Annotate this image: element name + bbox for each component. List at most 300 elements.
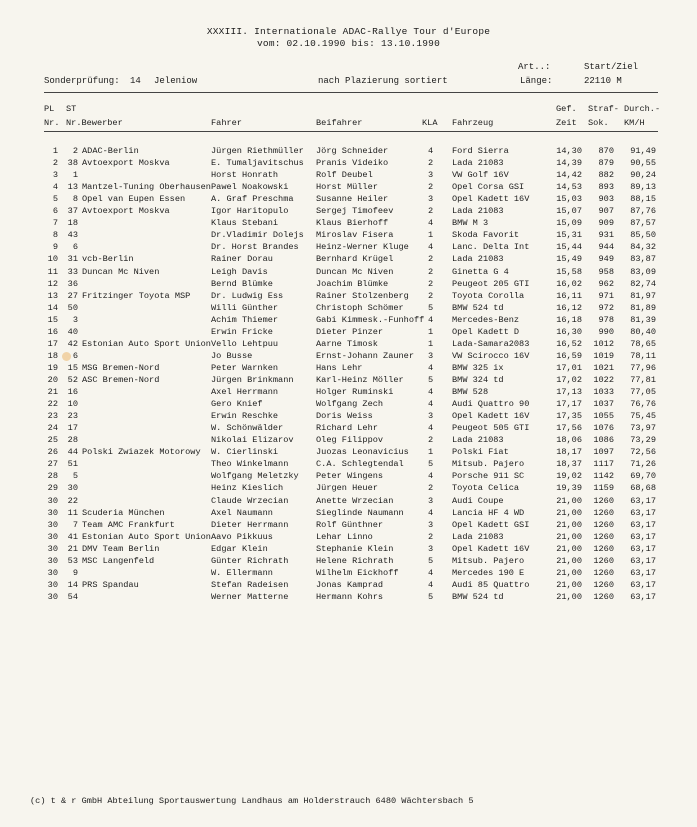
table-row [0,170,697,182]
table-row [0,291,697,303]
cell-codriver: Pranis Videiko [316,158,389,169]
cell-start-number: 7 [72,519,78,530]
cell-codriver: Oleg Filippov [316,435,384,446]
cell-avg-speed: 90,55 [630,158,656,169]
cell-place: 25 [47,435,58,446]
cell-avg-speed: 84,32 [630,242,656,253]
cell-avg-speed: 73,97 [630,423,656,434]
cell-avg-speed: 90,24 [630,170,656,181]
cell-codriver: Peter Wingens [316,471,384,482]
cell-time: 15,03 [556,194,582,205]
cell-vehicle: Ginetta G 4 [452,266,509,277]
cell-codriver: Karl-Heinz Möller [316,375,404,385]
cell-vehicle: Peugeot 205 GTI [452,278,530,289]
stage-name: Jeleniow [154,76,198,86]
cell-class: 3 [428,194,434,205]
cell-driver: Dieter Herrmann [211,519,289,530]
cell-class: 2 [428,435,434,446]
cell-avg-speed: 76,76 [630,399,656,410]
cell-start-number: 6 [72,350,78,361]
cell-start-number: 41 [67,531,78,542]
table-row [0,435,697,447]
cell-start-number: 37 [67,206,78,217]
cell-codriver: Doris Weiss [316,411,373,422]
table-row [0,194,697,206]
cell-start-number: 28 [67,435,78,446]
col-pl-1: PL [44,104,55,114]
cell-avg-speed: 72,56 [630,447,656,458]
cell-class: 2 [428,158,434,169]
cell-vehicle: Lada 21083 [452,254,504,265]
table-row [0,327,697,339]
cell-place: 11 [47,266,58,277]
col-zeit-1: Gef. [556,104,577,114]
cell-codriver: Aarne Timosk [316,338,378,349]
cell-vehicle: Porsche 911 SC [452,471,525,482]
cell-penalty-seconds: 1033 [593,387,614,397]
cell-class: 3 [428,519,434,530]
cell-place: 23 [47,411,58,422]
cell-driver: Klaus Stebani [211,218,279,229]
cell-entrant: Fritzinger Toyota MSP [82,290,191,301]
table-row [0,158,697,170]
cell-time: 14,42 [556,170,582,181]
cell-start-number: 40 [67,326,78,337]
cell-avg-speed: 88,15 [630,194,656,205]
cell-class: 5 [428,375,434,385]
cell-driver: Jürgen Riethmüller [211,146,304,156]
cell-place: 30 [47,591,58,602]
cell-driver: Igor Haritopulo [211,206,289,217]
col-sok-1: Straf- [588,104,619,114]
cell-start-number: 2 [72,146,78,156]
cell-avg-speed: 71,26 [630,459,656,470]
table-row [0,387,697,399]
cell-codriver: Klaus Bierhoff [316,218,389,229]
cell-place: 21 [47,387,58,397]
cell-start-number: 38 [67,158,78,169]
cell-driver: Nikolai Elizarov [211,435,294,446]
cell-place: 30 [47,543,58,554]
cell-penalty-seconds: 944 [598,242,614,253]
cell-driver: Vello Lehtpuu [211,338,279,349]
cell-codriver: Jörg Schneider [316,146,389,156]
length-value: 22110 M [584,76,622,86]
cell-place: 12 [47,278,58,289]
cell-vehicle: Lada 21083 [452,158,504,169]
cell-codriver: Christoph Schömer [316,302,404,313]
cell-driver: Willi Günther [211,302,279,313]
cell-codriver: Lehar Linno [316,531,373,542]
cell-place: 7 [52,218,58,229]
cell-class: 1 [428,338,434,349]
cell-class: 5 [428,302,434,313]
cell-start-number: 10 [67,399,78,410]
cell-vehicle: Toyota Celica [452,483,520,494]
cell-driver: Dr.Vladimir Dolejs [211,230,304,241]
cell-vehicle: Audi 85 Quattro [452,579,530,590]
cell-start-number: 42 [67,338,78,349]
cell-driver: Erwin Reschke [211,411,279,422]
cell-time: 21,00 [556,507,582,518]
table-row [0,411,697,423]
cell-codriver: Hermann Kohrs [316,591,384,602]
cell-class: 3 [428,170,434,181]
cell-start-number: 44 [67,447,78,458]
cell-penalty-seconds: 1022 [593,375,614,385]
cell-penalty-seconds: 949 [598,254,614,265]
cell-codriver: Juozas Leonavicius [316,447,409,458]
cell-penalty-seconds: 1260 [593,591,614,602]
cell-driver: Pawel Noakowski [211,182,289,193]
cell-avg-speed: 68,68 [630,483,656,494]
cell-codriver: Jürgen Heuer [316,483,378,494]
cell-place: 30 [47,579,58,590]
cell-class: 1 [428,447,434,458]
cell-driver: Gero Knief [211,399,263,410]
cell-vehicle: Opel Kadett GSI [452,519,530,530]
cell-entrant: MSC Langenfeld [82,555,155,566]
cell-entrant: ADAC-Berlin [82,146,139,156]
cell-driver: W. Ellermann [211,567,273,578]
cell-vehicle: Lada 21083 [452,206,504,217]
cell-time: 21,00 [556,591,582,602]
cell-avg-speed: 85,50 [630,230,656,241]
table-row [0,592,697,604]
cell-codriver: Rolf Günthner [316,519,384,530]
cell-driver: Theo Winkelmann [211,459,289,470]
table-row [0,230,697,242]
col-fahrzeug: Fahrzeug [452,118,494,128]
cell-time: 18,17 [556,447,582,458]
cell-vehicle: Opel Kadett 16V [452,194,530,205]
cell-start-number: 6 [72,242,78,253]
cell-vehicle: Opel Kadett 16V [452,411,530,422]
table-row [0,423,697,435]
cell-start-number: 50 [67,302,78,313]
table-row [0,447,697,459]
cell-avg-speed: 69,70 [630,471,656,482]
cell-class: 2 [428,182,434,193]
cell-place: 30 [47,531,58,542]
table-row [0,568,697,580]
cell-penalty-seconds: 1260 [593,567,614,578]
cell-place: 30 [47,495,58,506]
cell-time: 16,11 [556,290,582,301]
cell-penalty-seconds: 1012 [593,338,614,349]
cell-avg-speed: 89,13 [630,182,656,193]
cell-place: 6 [52,206,58,217]
cell-entrant: ASC Bremen-Nord [82,375,160,385]
cell-penalty-seconds: 978 [598,314,614,325]
cell-avg-speed: 75,45 [630,411,656,422]
cell-penalty-seconds: 907 [598,206,614,217]
cell-vehicle: Audi Coupe [452,495,504,506]
cell-time: 17,02 [556,375,582,385]
cell-vehicle: Lada-Samara2083 [452,338,530,349]
cell-class: 5 [428,555,434,566]
cell-codriver: Susanne Heiler [316,194,389,205]
table-row [0,532,697,544]
cell-class: 4 [428,314,434,325]
cell-class: 4 [428,218,434,229]
cell-vehicle: Lancia HF 4 WD [452,507,525,518]
cell-codriver: Helene Richrath [316,555,394,566]
cell-place: 9 [52,242,58,253]
cell-codriver: Wolfgang Zech [316,399,384,410]
col-fahrer: Fahrer [211,118,242,128]
cell-penalty-seconds: 1117 [593,459,614,470]
col-kmh-1: Durch.- [624,104,661,114]
cell-entrant: Team AMC Frankfurt [82,519,175,530]
cell-time: 14,53 [556,182,582,193]
table-row [0,351,697,363]
cell-penalty-seconds: 962 [598,278,614,289]
cell-place: 3 [52,170,58,181]
cell-start-number: 33 [67,266,78,277]
cell-avg-speed: 63,17 [630,591,656,602]
stage-number: 14 [130,76,141,86]
cell-avg-speed: 63,17 [630,579,656,590]
cell-class: 2 [428,278,434,289]
length-label: Länge: [520,76,553,86]
cell-vehicle: Ford Sierra [452,146,509,156]
cell-class: 4 [428,387,434,397]
cell-vehicle: Lanc. Delta Int [452,242,530,253]
cell-codriver: Wilhelm Eickhoff [316,567,399,578]
cell-time: 14,39 [556,158,582,169]
cell-codriver: Joachim Blümke [316,278,389,289]
cell-avg-speed: 63,17 [630,519,656,530]
cell-avg-speed: 81,39 [630,314,656,325]
cell-avg-speed: 87,57 [630,218,656,229]
table-row [0,254,697,266]
cell-entrant: Duncan Mc Niven [82,266,160,277]
cell-codriver: Heinz-Werner Kluge [316,242,409,253]
cell-avg-speed: 78,65 [630,338,656,349]
table-row [0,556,697,568]
cell-driver: Erwin Fricke [211,326,273,337]
cell-driver: Rainer Dorau [211,254,273,265]
cell-penalty-seconds: 903 [598,194,614,205]
cell-vehicle: BMW 324 td [452,375,504,385]
cell-avg-speed: 82,74 [630,278,656,289]
cell-avg-speed: 63,17 [630,555,656,566]
cell-driver: Claude Wrzecian [211,495,289,506]
cell-vehicle: BMW 524 td [452,302,504,313]
cell-penalty-seconds: 972 [598,302,614,313]
table-row [0,459,697,471]
cell-start-number: 5 [72,471,78,482]
cell-start-number: 27 [67,290,78,301]
cell-avg-speed: 77,81 [630,375,656,385]
cell-place: 1 [52,146,58,156]
cell-vehicle: BMW 524 td [452,591,504,602]
cell-start-number: 14 [67,579,78,590]
table-row [0,508,697,520]
cell-codriver: Stephanie Klein [316,543,394,554]
cell-entrant: Scuderia München [82,507,165,518]
cell-driver: Axel Herrmann [211,387,279,397]
cell-class: 4 [428,399,434,410]
cell-time: 16,59 [556,350,582,361]
cell-avg-speed: 81,89 [630,302,656,313]
cell-avg-speed: 63,17 [630,567,656,578]
cell-class: 1 [428,230,434,241]
cell-vehicle: Mitsub. Pajero [452,459,525,470]
cell-avg-speed: 83,87 [630,254,656,265]
cell-entrant: Polski Zwiazek Motorowy [82,447,201,458]
cell-place: 13 [47,290,58,301]
cell-penalty-seconds: 1142 [593,471,614,482]
cell-penalty-seconds: 1076 [593,423,614,434]
cell-time: 18,06 [556,435,582,446]
cell-driver: Werner Matterne [211,591,289,602]
cell-codriver: Rolf Deubel [316,170,373,181]
cell-entrant: Estonian Auto Sport Union [82,531,211,542]
cell-time: 14,30 [556,146,582,156]
cell-class: 2 [428,254,434,265]
cell-driver: Jürgen Brinkmann [211,375,294,385]
cell-penalty-seconds: 1260 [593,519,614,530]
cell-driver: Heinz Kieslich [211,483,284,494]
cell-start-number: 51 [67,459,78,470]
cell-vehicle: Opel Kadett D [452,326,520,337]
cell-vehicle: VW Golf 16V [452,170,509,181]
cell-penalty-seconds: 882 [598,170,614,181]
date-from: 02.10.1990 [286,38,346,49]
table-row [0,399,697,411]
cell-start-number: 17 [67,423,78,434]
cell-codriver: Sergej Timofeev [316,206,394,217]
cell-codriver: Bernhard Krügel [316,254,394,265]
cell-class: 4 [428,423,434,434]
cell-entrant: DMV Team Berlin [82,543,160,554]
cell-start-number: 31 [67,254,78,265]
cell-start-number: 11 [67,507,78,518]
cell-avg-speed: 78,11 [630,350,656,361]
cell-codriver: Miroslav Fisera [316,230,394,241]
cell-vehicle: Peugeot 505 GTI [452,423,530,434]
cell-time: 21,00 [556,579,582,590]
cell-place: 26 [47,447,58,458]
footer-imprint: (c) t & r GmbH Abteilung Sportauswertung Landhaus am Holderstrauch 6480 Wächtersbach 5 [30,796,474,806]
table-row [0,242,697,254]
cell-driver: A. Graf Preschma [211,194,294,205]
cell-class: 2 [428,483,434,494]
cell-class: 1 [428,326,434,337]
cell-start-number: 8 [72,194,78,205]
cell-place: 24 [47,423,58,434]
cell-codriver: Jonas Kamprad [316,579,384,590]
col-beifahrer: Beifahrer [316,118,363,128]
cell-time: 17,35 [556,411,582,422]
cell-codriver: Horst Müller [316,182,378,193]
cell-driver: W. Cierlinski [211,447,279,458]
cell-entrant: MSG Bremen-Nord [82,362,160,373]
cell-place: 4 [52,182,58,193]
cell-driver: Dr. Ludwig Ess [211,290,284,301]
col-zeit-2: Zeit [556,118,577,128]
cell-vehicle: BMW M 3 [452,218,489,229]
cell-place: 5 [52,194,58,205]
cell-time: 15,07 [556,206,582,217]
col-kmh-2: KM/H [624,118,645,128]
table-row [0,471,697,483]
col-kla: KLA [422,118,438,128]
date-range [0,38,697,49]
cell-start-number: 15 [67,362,78,373]
cell-vehicle: BMW 325 ix [452,362,504,373]
cell-place: 8 [52,230,58,241]
cell-vehicle: Opel Kadett 16V [452,543,530,554]
cell-place: 14 [47,302,58,313]
cell-place: 28 [47,471,58,482]
table-row [0,580,697,592]
cell-penalty-seconds: 1260 [593,543,614,554]
cell-time: 19,39 [556,483,582,494]
cell-start-number: 43 [67,230,78,241]
cell-codriver: Anette Wrzecian [316,495,394,506]
cell-start-number: 30 [67,483,78,494]
cell-entrant: PRS Spandau [82,579,139,590]
cell-time: 17,17 [556,399,582,410]
cell-codriver: Duncan Mc Niven [316,266,394,277]
table-row [0,206,697,218]
cell-entrant: Estonian Auto Sport Union [82,338,211,349]
cell-penalty-seconds: 1086 [593,435,614,446]
cell-driver: Wolfgang Meletzky [211,471,299,482]
cell-class: 4 [428,362,434,373]
cell-place: 30 [47,507,58,518]
cell-class: 4 [428,567,434,578]
cell-driver: Stefan Radeisen [211,579,289,590]
table-row [0,483,697,495]
cell-place: 2 [52,158,58,169]
cell-start-number: 53 [67,555,78,566]
cell-penalty-seconds: 909 [598,218,614,229]
cell-start-number: 23 [67,411,78,422]
cell-codriver: Hans Lehr [316,362,363,373]
cell-vehicle: Mitsub. Pajero [452,555,525,566]
table-row [0,267,697,279]
cell-penalty-seconds: 1055 [593,411,614,422]
date-from-label: vom: [257,38,281,49]
cell-avg-speed: 63,17 [630,507,656,518]
cell-place: 20 [47,375,58,385]
cell-start-number: 1 [72,170,78,181]
cell-class: 5 [428,459,434,470]
cell-time: 17,13 [556,387,582,397]
cell-penalty-seconds: 1260 [593,507,614,518]
col-pl-2: Nr. [44,118,60,128]
cell-place: 19 [47,362,58,373]
cell-class: 4 [428,242,434,253]
cell-place: 30 [47,567,58,578]
table-row [0,315,697,327]
cell-time: 18,37 [556,459,582,470]
cell-start-number: 9 [72,567,78,578]
cell-start-number: 52 [67,375,78,385]
cell-driver: Leigh Davis [211,266,268,277]
art-label: Art..: [518,62,551,72]
cell-avg-speed: 63,17 [630,495,656,506]
cell-driver: Günter Richrath [211,555,289,566]
table-row [0,544,697,556]
cell-place: 27 [47,459,58,470]
cell-time: 17,01 [556,362,582,373]
cell-vehicle: VW Scirocco 16V [452,350,530,361]
